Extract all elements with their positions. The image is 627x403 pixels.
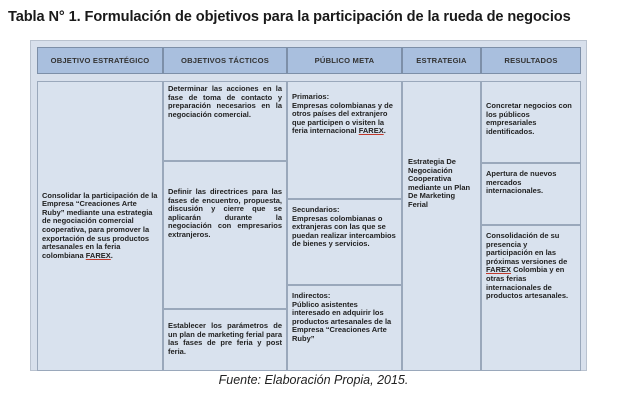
publico-indirectos-cell: [287, 285, 402, 371]
estrategia-cell: Estrategia De Negociación Cooperativa mediante un Plan De Marketing Ferial: [402, 81, 481, 371]
publico-secundarios-text: Empresas colombianas o extranjeras con las que se puedan realizar intercambios de bienes y servicios.: [292, 213, 396, 249]
resultado-cell-2: [481, 163, 581, 225]
publico-indirectos-label: Indirectos:: [292, 291, 331, 300]
tactico-cell-1: Determinar las acciones en la fase de toma de contacto y preparación necesarios en la negociación comercial.: [163, 81, 287, 161]
header-objetivo-estrategico: OBJETIVO ESTRATÉGICO: [37, 47, 163, 74]
objetivo-text: Consolidar la participación de la Empresa “Creaciones Arte Ruby” mediante una estrategia de negociación comercial cooperativa, para promover la exportación de sus productos artesanales en la feria colombiana: [42, 190, 158, 260]
publico-primarios-label: Primarios:: [292, 92, 330, 101]
resultado-text-2: Apertura de nuevos mercados internacionales.: [486, 169, 557, 196]
header-objetivos-tacticos: OBJETIVOS TÁCTICOS: [163, 47, 287, 74]
resultado-cell-3: [481, 225, 581, 371]
publico-secundarios-cell: [287, 199, 402, 285]
tactico-cell-2: Definir las directrices para las fases de encuentro, propuesta, discusión y cierre que se aplicarán durante la negociación con empresarios extranjeros.: [163, 161, 287, 309]
farex-mark: FAREX: [358, 126, 384, 136]
tactico-cell-3: Establecer los parámetros de un plan de marketing ferial para las fases de pre feria y post feria.: [163, 309, 287, 371]
farex-mark: FAREX: [486, 265, 512, 275]
resultado-text-3-end: Colombia y en otras ferias internacionales de productos artesanales.: [486, 265, 569, 301]
resultado-cell-1: [481, 81, 581, 163]
header-estrategia: ESTRATEGIA: [402, 47, 481, 74]
resultado-text-3: Consolidación de su presencia y participación en las próximas versiones de: [486, 231, 568, 266]
objectives-table: [30, 40, 587, 371]
publico-secundarios-label: Secundarios:: [292, 205, 340, 214]
publico-indirectos-text: Público asistentes interesado en adquirir los productos artesanales de la Empresa “Creaciones Arte Ruby”: [292, 299, 392, 343]
resultado-text-1: Concretar negocios con los públicos empresariales identificados.: [486, 101, 572, 136]
objetivo-estrategico-cell: [37, 81, 163, 371]
publico-primarios-text: Empresas colombianas y de otros países del extranjero que participen o visiten la feria internacional: [292, 100, 393, 136]
objetivo-text-end: .: [110, 250, 113, 260]
publico-primarios-cell: [287, 81, 402, 199]
table-caption: Tabla N° 1. Formulación de objetivos para la participación de la rueda de negocios: [8, 9, 571, 25]
source-footer: Fuente: Elaboración Propia, 2015.: [218, 373, 409, 387]
publico-primarios-text-end: .: [383, 126, 386, 136]
header-resultados: RESULTADOS: [481, 47, 581, 74]
farex-mark: FAREX: [85, 250, 111, 260]
header-publico-meta: PÚBLICO META: [287, 47, 402, 74]
